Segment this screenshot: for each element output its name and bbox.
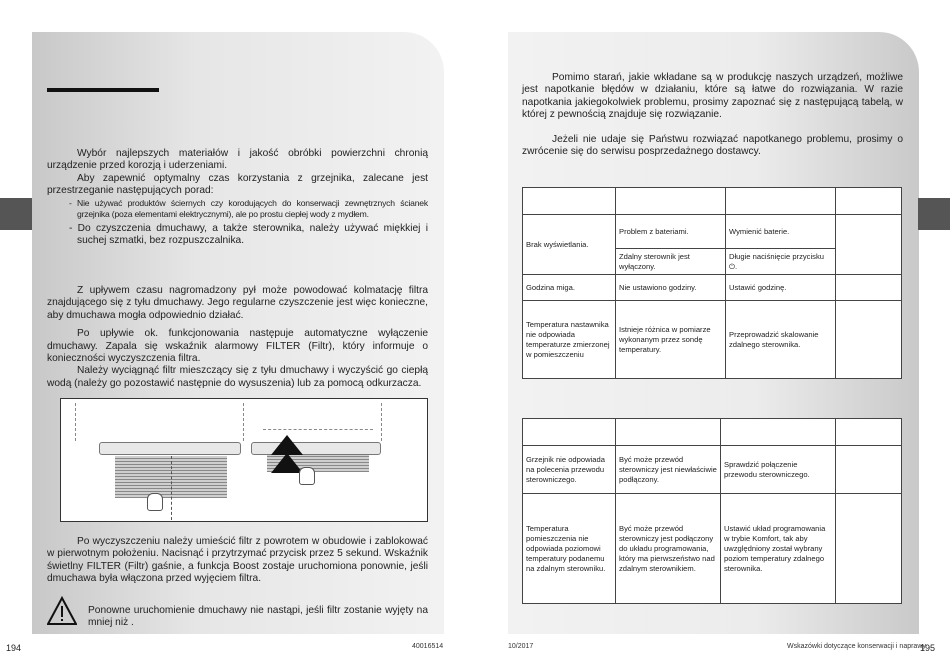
cause-cell: Zdalny sterownik jest wyłączony.	[616, 249, 726, 275]
left-section-tab	[0, 198, 32, 230]
solution-cell: Sprawdzić połączenie przewodu sterowniczego.	[721, 446, 836, 494]
cause-cell: Nie ustawiono godziny.	[616, 275, 726, 301]
right-section-tab	[918, 198, 950, 230]
maintenance-bullets-2	[69, 223, 428, 248]
date-code: 10/2017	[508, 643, 534, 650]
warning-icon	[47, 596, 77, 626]
after-cleaning-text	[47, 536, 428, 586]
filter-removal-illustration	[60, 398, 428, 522]
filter-paragraph-3: Należy wyciągnąć filtr mieszczący się z tyłu dmuchawy i wyczyścić go ciepłą wodą (należy go pozostawić następnie do wysuszenia) lub za pomocą odkurzacza.	[47, 365, 428, 389]
troubleshooting-intro	[522, 72, 903, 158]
problem-cell: Brak wyświetlania.	[523, 215, 616, 275]
problem-cell: Grzejnik nie odpowiada na polecenia przewodu sterowniczego.	[523, 446, 616, 494]
heading-rule	[47, 88, 159, 92]
solution-cell: Przeprowadzić skalowanie zdalnego sterownika.	[726, 301, 836, 379]
table-row	[523, 301, 902, 379]
intro-paragraph-2: Aby zapewnić optymalny czas korzystania z grzejnika, zalecane jest przestrzeganie następujących porad:	[47, 172, 428, 197]
table-row	[523, 275, 902, 301]
blower-unit-left	[99, 442, 241, 455]
table-header-row	[523, 419, 902, 446]
hand-icon	[299, 467, 315, 485]
problem-cell: Godzina miga.	[523, 275, 616, 301]
cause-cell: Problem z bateriami.	[616, 215, 726, 249]
cause-cell: Istnieje różnica w pomiarze wykonanym przez sondę temperatury.	[616, 301, 726, 379]
solution-cell: Wymienić baterie.	[726, 215, 836, 249]
solution-cell: Długie naciśnięcie przycisku ⏻.	[726, 249, 836, 275]
solution-cell: Ustawić układ programowania w trybie Komfort, tak aby uwzględniony został wybrany poziom temperatury zdalnego sterownika.	[721, 494, 836, 604]
footer-section-title: Wskazówki dotyczące konserwacji i naprawy	[787, 643, 926, 650]
filter-paragraph-1: Z upływem czasu nagromadzony pył może powodować kolmatację filtra znajdującego się z tyłu dmuchawy. Jego regularne czyszczenie jest więc konieczne, aby dmuchawa mogła odpowiednio działać.	[47, 285, 428, 321]
problem-cell: Temperatura nastawnika nie odpowiada temperaturze zmierzonej w pomieszczeniu	[523, 301, 616, 379]
solution-cell: Ustawić godzinę.	[726, 275, 836, 301]
page-number-left: 194	[6, 643, 22, 653]
document-code: 40016514	[412, 643, 444, 650]
page-number-right: 195	[920, 643, 936, 653]
cause-cell: Być może przewód sterowniczy jest niewłaściwie podłączony.	[616, 446, 721, 494]
table-row	[523, 215, 902, 249]
after-cleaning-paragraph: Po wyczyszczeniu należy umieścić filtr z powrotem w obudowie i zablokować w pierwotnym położeniu. Nacisnąć i przytrzymać przycisk przez 5 sekund. Wskaźnik świetlny FILTER (Filtr) gaśnie, a funkcja Boost zostaje uruchomiona ponownie, jeśli dmuchawa była włączona przed wyjęciem filtra.	[47, 536, 428, 585]
bullet-item: - Nie używać produktów ściernych czy korodujących do konserwacji zewnętrznych ścianek grzejnika (poza elementami elektrycznymi), ale po prostu ciepłej wody z mydłem.	[69, 198, 428, 219]
table-header-row	[523, 188, 902, 215]
arrow-up-icon	[271, 435, 303, 475]
table-row	[523, 494, 902, 604]
troubleshooting-table-2	[522, 418, 902, 604]
maintenance-bullets	[69, 198, 428, 220]
problem-cell: Temperatura pomieszczenia nie odpowiada poziomowi temperatury podanemu na zdalnym sterowniku.	[523, 494, 616, 604]
filter-section	[47, 285, 428, 390]
warning-text: Ponowne uruchomienie dmuchawy nie nastąpi, jeśli filtr zostanie wyjęty na mniej niż .	[88, 605, 428, 629]
table-row	[523, 446, 902, 494]
maintenance-intro	[47, 148, 428, 198]
troubleshooting-table-1	[522, 187, 902, 379]
cause-cell: Być może przewód sterowniczy jest podłączony do układu programowania, który ma pierwszeństwo nad zdalnym sterownikiem.	[616, 494, 721, 604]
bullet-item: - Do czyszczenia dmuchawy, a także sterownika, należy używać miękkiej i suchej szmatki, bez rozpuszczalnika.	[69, 223, 428, 247]
filter-paragraph-2: Po upływie ok. funkcjonowania następuje automatyczne wyłączenie dmuchawy. Zapala się wskaźnik alarmowy FILTER (Filtr), który informuje o konieczności wyczyszczenia filtra.	[47, 328, 428, 365]
troubleshooting-paragraph-2: Jeżeli nie udaje się Państwu rozwiązać napotkanego problemu, prosimy o zwrócenie się do serwisu posprzedażnego dostawcy.	[522, 133, 903, 158]
hand-icon	[147, 493, 163, 511]
intro-paragraph-1: Wybór najlepszych materiałów i jakość obróbki powierzchni chronią urządzenie przed korozją i uderzeniami.	[47, 148, 428, 172]
troubleshooting-paragraph-1: Pomimo starań, jakie wkładane są w produkcję naszych urządzeń, możliwe jest napotkanie błędów w działaniu, które są łatwe do rozwiązania. W razie napotkania jakiegokolwiek problemu, prosimy zapoznać się z następującą tabelą, w której z pewnością znajduje się rozwiązanie.	[522, 72, 903, 121]
